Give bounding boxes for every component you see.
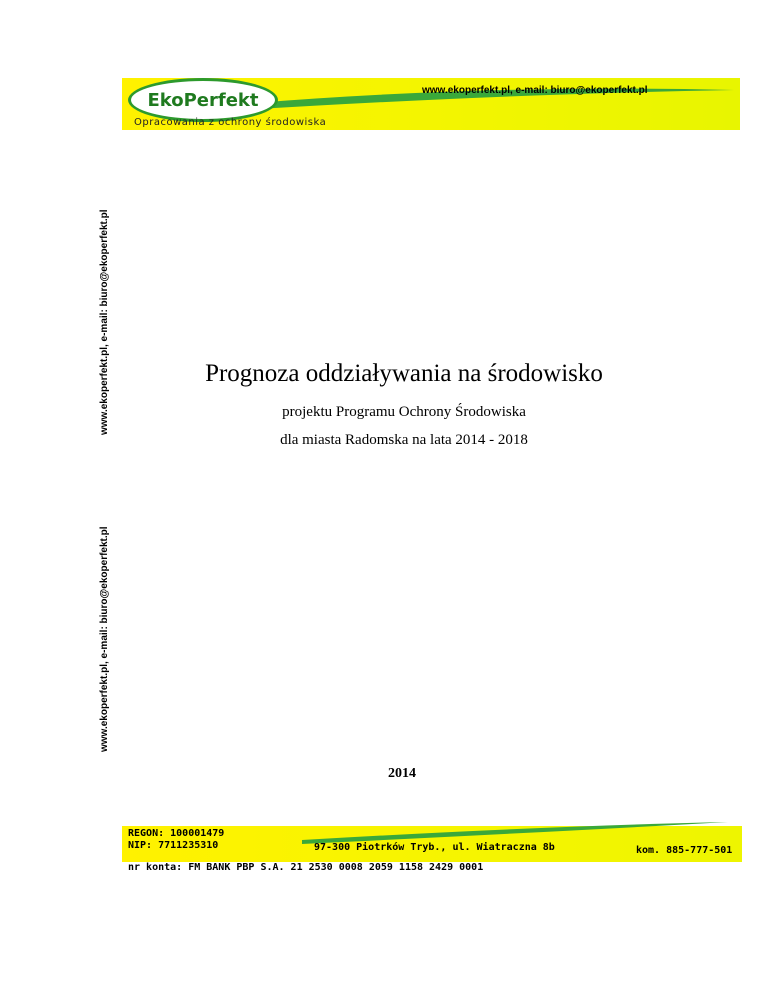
side-contact-upper: www.ekoperfekt.pl, e-mail: biuro@ekoperfekt.pl bbox=[99, 209, 110, 435]
header-contact: www.ekoperfekt.pl, e-mail: biuro@ekoperfekt.pl bbox=[422, 85, 648, 96]
side-contact-lower: www.ekoperfekt.pl, e-mail: biuro@ekoperfekt.pl bbox=[99, 526, 110, 752]
footer-nip: NIP: 7711235310 bbox=[128, 840, 219, 851]
document-subtitle-line2: dla miasta Radomska na lata 2014 - 2018 bbox=[280, 432, 528, 448]
footer-phone: kom. 885-777-501 bbox=[636, 845, 733, 856]
document-year: 2014 bbox=[388, 766, 416, 781]
document-subtitle-line1: projektu Programu Ochrony Środowiska bbox=[282, 404, 526, 420]
footer-regon: REGON: 100001479 bbox=[128, 828, 225, 839]
logo: EkoPerfekt bbox=[147, 89, 259, 111]
footer-address: 97-300 Piotrków Tryb., ul. Wiatraczna 8b bbox=[314, 842, 555, 853]
document-title: Prognoza oddziaływania na środowisko bbox=[205, 360, 603, 387]
logo-tagline: Opracowania z ochrony środowiska bbox=[134, 117, 327, 128]
footer-bank-account: nr konta: FM BANK PBP S.A. 21 2530 0008 2059 1158 2429 0001 bbox=[128, 862, 484, 873]
